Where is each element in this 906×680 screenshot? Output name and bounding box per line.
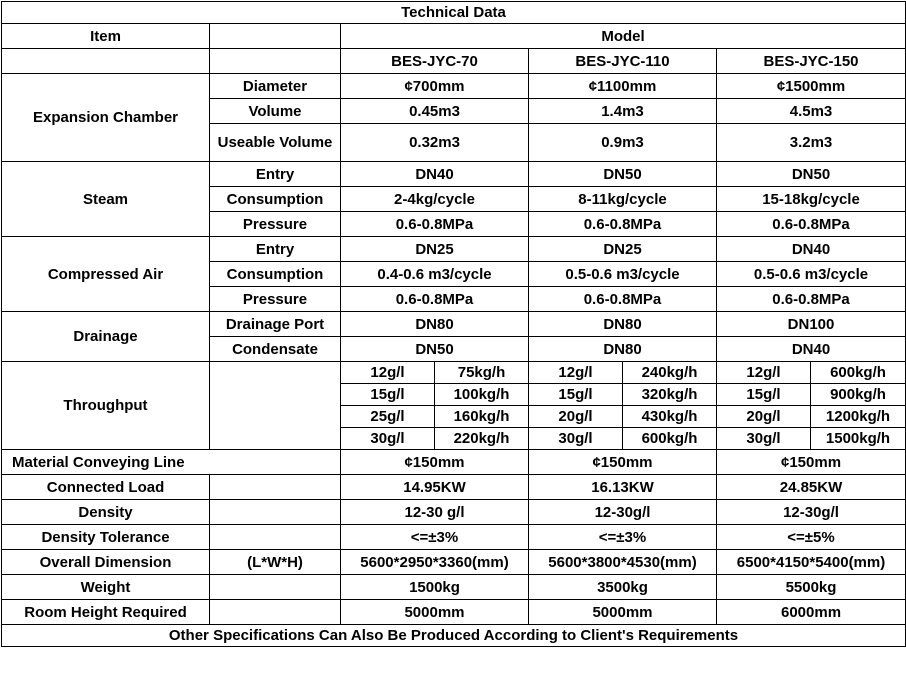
value-cell: 5600*3800*4530(mm)	[529, 550, 717, 575]
value-cell: <=±3%	[341, 525, 529, 550]
value-cell: 160kg/h	[435, 406, 529, 428]
value-cell: 0.6-0.8MPa	[529, 287, 717, 312]
value-cell: DN80	[529, 337, 717, 362]
value-cell: 0.5-0.6 m3/cycle	[717, 262, 906, 287]
row-label: Density Tolerance	[2, 525, 210, 550]
value-cell: 16.13KW	[529, 475, 717, 500]
value-cell: 30g/l	[529, 428, 623, 450]
value-cell: 320kg/h	[623, 384, 717, 406]
value-cell: 0.5-0.6 m3/cycle	[529, 262, 717, 287]
value-cell: 220kg/h	[435, 428, 529, 450]
value-cell: 5000mm	[341, 600, 529, 625]
value-cell: 1500kg	[341, 575, 529, 600]
value-cell: 14.95KW	[341, 475, 529, 500]
table-row	[2, 475, 906, 500]
model-name: BES-JYC-150	[717, 49, 906, 74]
value-cell: <=±3%	[529, 525, 717, 550]
group-label: Drainage	[2, 312, 210, 362]
value-cell: 4.5m3	[717, 99, 906, 124]
value-cell: 15g/l	[717, 384, 811, 406]
param-label: Useable Volume	[210, 124, 341, 162]
table-row	[2, 74, 906, 99]
value-cell: 6000mm	[717, 600, 906, 625]
item-header: Item	[2, 24, 210, 49]
blank-cell	[210, 525, 341, 550]
value-cell: 0.32m3	[341, 124, 529, 162]
value-cell: 0.45m3	[341, 99, 529, 124]
param-label: Drainage Port	[210, 312, 341, 337]
value-cell: DN50	[529, 162, 717, 187]
param-label: Condensate	[210, 337, 341, 362]
blank-cell	[210, 475, 341, 500]
value-cell: 600kg/h	[811, 362, 906, 384]
value-cell: 25g/l	[341, 406, 435, 428]
value-cell: 5600*2950*3360(mm)	[341, 550, 529, 575]
value-cell: DN25	[341, 237, 529, 262]
value-cell: 3.2m3	[717, 124, 906, 162]
value-cell: DN80	[529, 312, 717, 337]
param-label: Consumption	[210, 262, 341, 287]
value-cell: 1500kg/h	[811, 428, 906, 450]
value-cell: 5500kg	[717, 575, 906, 600]
row-label: Density	[2, 500, 210, 525]
value-cell: 6500*4150*5400(mm)	[717, 550, 906, 575]
value-cell: 1200kg/h	[811, 406, 906, 428]
value-cell: DN100	[717, 312, 906, 337]
value-cell: 240kg/h	[623, 362, 717, 384]
value-cell: DN40	[717, 237, 906, 262]
value-cell: 20g/l	[717, 406, 811, 428]
row-label: Material Conveying Line	[2, 450, 341, 475]
value-cell: DN40	[717, 337, 906, 362]
param-label: Consumption	[210, 187, 341, 212]
value-cell: ¢1500mm	[717, 74, 906, 99]
model-header: Model	[341, 24, 906, 49]
blank-cell	[210, 362, 341, 450]
value-cell: 15g/l	[341, 384, 435, 406]
value-cell: 75kg/h	[435, 362, 529, 384]
row-label: Room Height Required	[2, 600, 210, 625]
group-label: Throughput	[2, 362, 210, 450]
table-row	[2, 312, 906, 337]
value-cell: ¢1100mm	[529, 74, 717, 99]
group-label: Compressed Air	[2, 237, 210, 312]
table-row	[2, 600, 906, 625]
row-label: Overall Dimension	[2, 550, 210, 575]
group-label: Steam	[2, 162, 210, 237]
value-cell: 5000mm	[529, 600, 717, 625]
value-cell: 30g/l	[717, 428, 811, 450]
header-blank	[2, 49, 210, 74]
value-cell: 430kg/h	[623, 406, 717, 428]
value-cell: ¢150mm	[529, 450, 717, 475]
model-names-row	[2, 49, 906, 74]
value-cell: <=±5%	[717, 525, 906, 550]
param-label: Entry	[210, 237, 341, 262]
value-cell: 15g/l	[529, 384, 623, 406]
param-label: Pressure	[210, 212, 341, 237]
title-row	[2, 2, 906, 24]
value-cell: 15-18kg/cycle	[717, 187, 906, 212]
blank-cell	[210, 600, 341, 625]
value-cell: 2-4kg/cycle	[341, 187, 529, 212]
group-label: Expansion Chamber	[2, 74, 210, 162]
param-label: Pressure	[210, 287, 341, 312]
footer-note: Other Specifications Can Also Be Produced According to Client's Requirements	[2, 625, 906, 647]
value-cell: DN50	[341, 337, 529, 362]
header-blank	[210, 49, 341, 74]
header-row	[2, 24, 906, 49]
value-cell: 0.6-0.8MPa	[717, 212, 906, 237]
row-label: Weight	[2, 575, 210, 600]
table-row	[2, 237, 906, 262]
value-cell: 12g/l	[529, 362, 623, 384]
value-cell: DN80	[341, 312, 529, 337]
param-label: Entry	[210, 162, 341, 187]
table-row	[2, 575, 906, 600]
value-cell: 0.4-0.6 m3/cycle	[341, 262, 529, 287]
value-cell: DN50	[717, 162, 906, 187]
value-cell: 12g/l	[341, 362, 435, 384]
table-row	[2, 450, 906, 475]
value-cell: 24.85KW	[717, 475, 906, 500]
value-cell: 30g/l	[341, 428, 435, 450]
unit-label: (L*W*H)	[210, 550, 341, 575]
value-cell: 900kg/h	[811, 384, 906, 406]
table-row	[2, 162, 906, 187]
value-cell: 600kg/h	[623, 428, 717, 450]
value-cell: ¢700mm	[341, 74, 529, 99]
table-title: Technical Data	[2, 2, 906, 24]
table-row	[2, 500, 906, 525]
value-cell: 0.6-0.8MPa	[341, 212, 529, 237]
technical-data-table	[1, 1, 906, 647]
value-cell: 8-11kg/cycle	[529, 187, 717, 212]
header-blank	[210, 24, 341, 49]
value-cell: 12g/l	[717, 362, 811, 384]
value-cell: DN40	[341, 162, 529, 187]
value-cell: DN25	[529, 237, 717, 262]
model-name: BES-JYC-70	[341, 49, 529, 74]
footer-row	[2, 625, 906, 647]
row-label: Connected Load	[2, 475, 210, 500]
param-label: Volume	[210, 99, 341, 124]
param-label: Diameter	[210, 74, 341, 99]
blank-cell	[210, 575, 341, 600]
value-cell: 0.9m3	[529, 124, 717, 162]
value-cell: 1.4m3	[529, 99, 717, 124]
value-cell: 100kg/h	[435, 384, 529, 406]
value-cell: 12-30 g/l	[341, 500, 529, 525]
value-cell: 20g/l	[529, 406, 623, 428]
value-cell: 0.6-0.8MPa	[341, 287, 529, 312]
model-name: BES-JYC-110	[529, 49, 717, 74]
value-cell: 0.6-0.8MPa	[717, 287, 906, 312]
table-row	[2, 362, 906, 384]
value-cell: ¢150mm	[717, 450, 906, 475]
value-cell: 12-30g/l	[529, 500, 717, 525]
table-row	[2, 550, 906, 575]
value-cell: ¢150mm	[341, 450, 529, 475]
value-cell: 3500kg	[529, 575, 717, 600]
blank-cell	[210, 500, 341, 525]
value-cell: 0.6-0.8MPa	[529, 212, 717, 237]
value-cell: 12-30g/l	[717, 500, 906, 525]
table-row	[2, 525, 906, 550]
